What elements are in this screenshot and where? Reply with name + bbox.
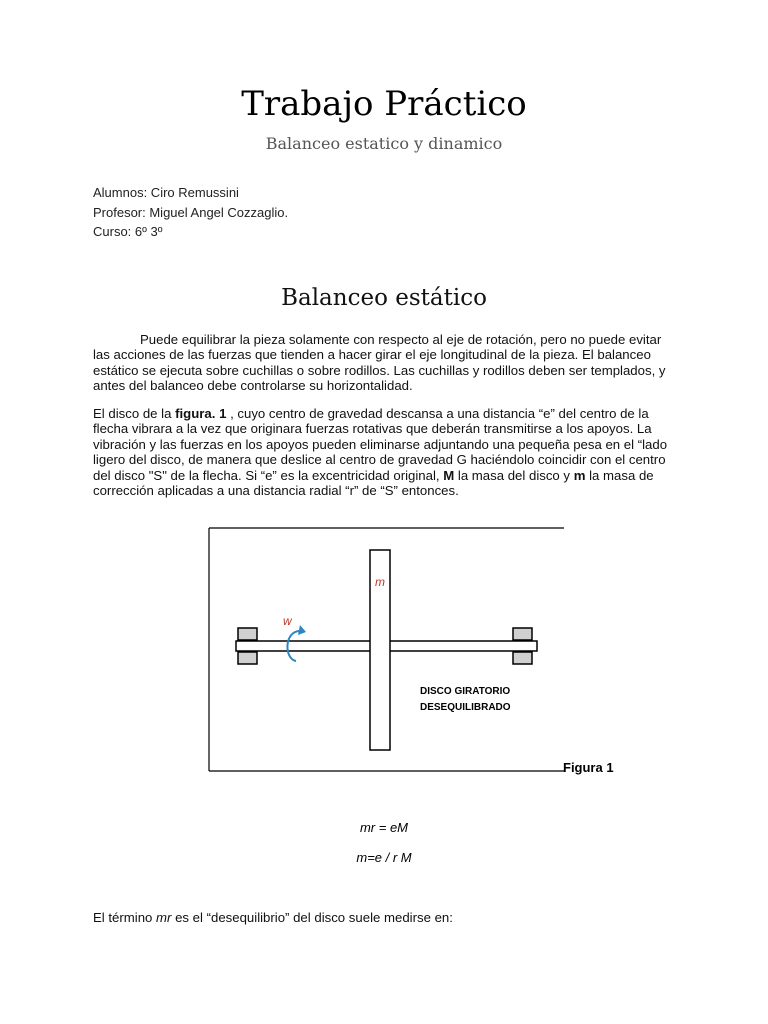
- italic-term-mr: mr: [156, 910, 172, 925]
- document-title: Trabajo Práctico: [241, 84, 527, 124]
- paragraph-unbalance-term: [93, 910, 673, 925]
- mass-label-m: m: [375, 575, 385, 589]
- text-segment: El disco de la: [93, 406, 176, 421]
- course-line: Curso: 6º 3º: [93, 224, 163, 239]
- author-info: [93, 183, 288, 242]
- formula-m-er-M: m=e / r M: [356, 850, 412, 865]
- students-line: Alumnos: Ciro Remussini: [93, 185, 239, 200]
- angular-velocity-label-w: w: [283, 614, 292, 628]
- bold-symbol-m: m: [573, 467, 586, 483]
- unbalanced-disk-figure: [208, 527, 564, 772]
- figure-caption: Figura 1: [563, 760, 614, 775]
- text-segment: la masa de corrección aplicadas a una distancia radial “r” de “S” entonces.: [93, 467, 654, 499]
- bold-reference-figure: figura. 1: [175, 406, 227, 421]
- teacher-line: Profesor: Miguel Angel Cozzaglio.: [93, 204, 289, 220]
- section-heading: Balanceo estático: [281, 285, 487, 311]
- text-segment: , cuyo centro de gravedad descansa a una distancia “e” del centro de la flecha vibrara a la vez que originara fuerzas rotativas que deberán transmitirse a los apoyos. La vibración y las fuerzas en los apoyos pueden eliminarse adjuntando una pequeña pesa en el “lado ligero del disco, de manera que deslice al centro de gravedad G haciéndolo coincidir con el centro del disco "S" de la flecha. Si “e” es la excentricidad original,: [93, 406, 668, 483]
- disk-label-line1: DISCO GIRATORIO: [420, 686, 511, 697]
- document-subtitle: Balanceo estatico y dinamico: [265, 134, 503, 153]
- formula-mr-eM: mr = eM: [359, 820, 409, 835]
- text-segment: es el “desequilibrio” del disco suele medirse en:: [171, 910, 453, 925]
- bold-symbol-M: M: [443, 467, 455, 483]
- paragraph-disk-description: [93, 406, 673, 498]
- text-segment: la masa del disco y: [454, 467, 574, 483]
- disk-label-line2: DESEQUILIBRADO: [420, 702, 511, 713]
- paragraph-static-balance: Puede equilibrar la pieza solamente con respecto al eje de rotación, pero no puede evitar las acciones de las fuerzas que tienden a hacer girar el eje longitudinal de la pieza. El balanceo estático se ejecuta sobre cuchillas o sobre rodillos. Las cuchillas y rodillos deben ser templados, y antes del balanceo debe controlarse su horizontalidad.: [93, 332, 666, 394]
- text-segment: El término: [93, 910, 157, 925]
